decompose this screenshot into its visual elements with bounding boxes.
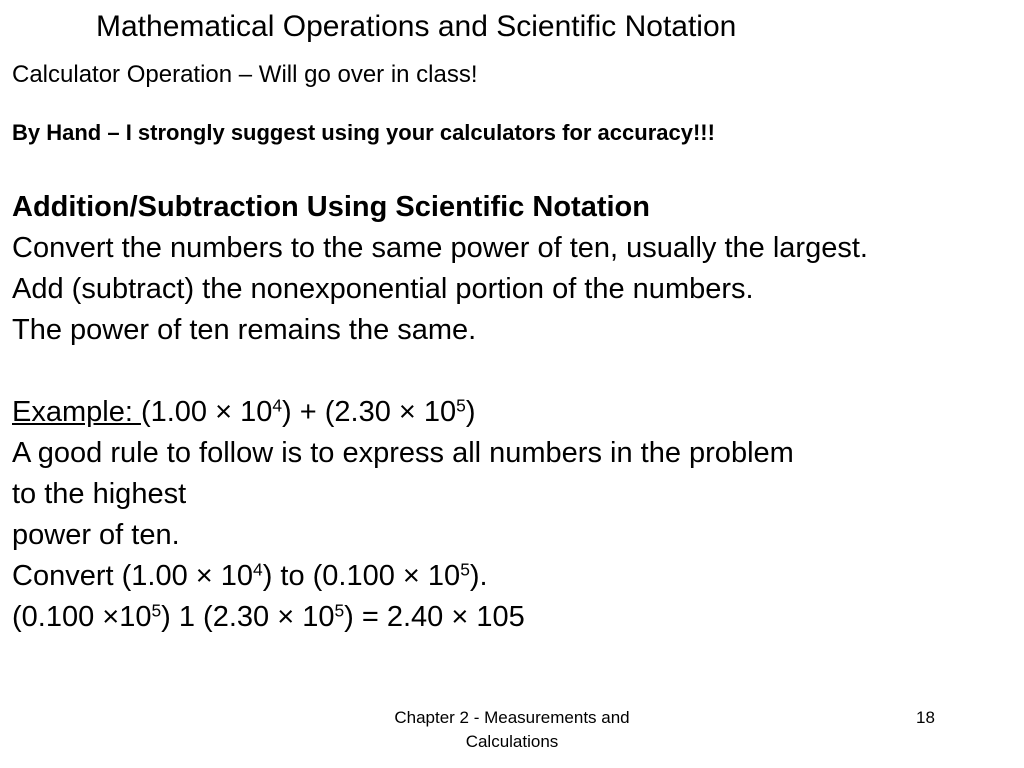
result-part-2: ) 1 (2.30 × 10 xyxy=(161,601,335,633)
example-label: Example: xyxy=(12,396,141,428)
rule-line-1: Convert the numbers to the same power of ten, usually the largest. xyxy=(12,232,868,264)
footer-chapter-line-2: Calculations xyxy=(465,732,559,751)
result-exp-1: 5 xyxy=(151,600,162,621)
convert-part-2: ) to (0.100 × 10 xyxy=(262,560,461,592)
example-part-mid: ) + (2.30 × 10 xyxy=(282,396,457,428)
footer-chapter-line-1: Chapter 2 - Measurements and xyxy=(394,708,630,727)
convert-line xyxy=(12,557,488,595)
footer-chapter xyxy=(362,706,662,754)
advice-line-1: A good rule to follow is to express all numbers in the problem xyxy=(12,437,794,469)
section-heading: Addition/Subtraction Using Scientific Notation xyxy=(12,191,650,223)
example-exp-a: 4 xyxy=(272,395,283,416)
result-part-1: (0.100 ×10 xyxy=(12,601,152,633)
slide-title: Mathematical Operations and Scientific Notation xyxy=(96,10,737,43)
by-hand-note: By Hand – I strongly suggest using your calculators for accuracy!!! xyxy=(12,120,715,145)
example-part-a: (1.00 × 10 xyxy=(140,396,273,428)
page-number: 18 xyxy=(916,708,935,727)
convert-part-3: ). xyxy=(469,560,488,592)
example-part-close: ) xyxy=(465,396,476,428)
advice-line-2: to the highest xyxy=(12,478,187,510)
result-part-3: ) = 2.40 × 105 xyxy=(344,601,525,633)
convert-part-1: Convert (1.00 × 10 xyxy=(12,560,254,592)
calculator-note: Calculator Operation – Will go over in class! xyxy=(12,61,478,88)
convert-exp-1: 4 xyxy=(253,559,263,580)
example-line xyxy=(12,393,476,431)
result-exp-2: 5 xyxy=(334,600,345,621)
rule-line-3: The power of ten remains the same. xyxy=(12,314,477,346)
convert-exp-2: 5 xyxy=(460,559,470,580)
advice-line-3: power of ten. xyxy=(12,519,180,551)
rule-line-2: Add (subtract) the nonexponential portion of the numbers. xyxy=(12,273,754,305)
example-exp-b: 5 xyxy=(456,395,466,416)
result-line xyxy=(12,598,525,636)
